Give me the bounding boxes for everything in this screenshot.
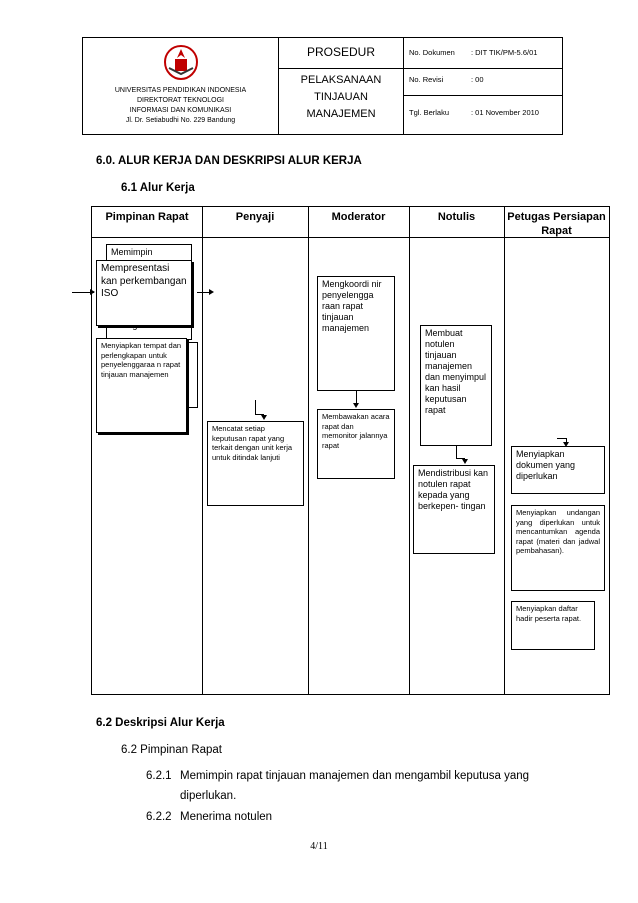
- item-text-continued: diperlukan.: [180, 790, 237, 802]
- flow-box-mencatat: [207, 421, 304, 506]
- description-subtitle: 6.2 Pimpinan Rapat: [121, 744, 223, 756]
- flow-box-mengkoordinir: [317, 276, 395, 391]
- subsection-title: 6.1 Alur Kerja: [121, 182, 195, 194]
- lane-header: Petugas Persiapan Rapat: [507, 211, 606, 237]
- lane-header: Pimpinan Rapat: [105, 211, 189, 223]
- title-line: PELAKSANAAN: [300, 74, 382, 86]
- box-text: Mencatat setiap keputusan rapat yang terkait dengan unit kerja untuk ditindak lanjuti: [212, 424, 293, 462]
- box-text: Menyiapkan daftar hadir peserta rapat.: [516, 604, 582, 623]
- lane-header: Notulis: [437, 211, 476, 223]
- institution-line: INFORMASI DAN KOMUNIKASI: [129, 107, 232, 114]
- flow-box-membuat-notulen: [420, 325, 492, 446]
- meta-value: : 00: [471, 75, 484, 84]
- box-text: Mengkoordi nir penyelengga raan rapat tinjauan manajemen: [322, 279, 382, 333]
- flow-box-menyiapkan-tempat: [96, 338, 187, 433]
- procedure-title: [279, 72, 403, 123]
- meta-revision: [409, 75, 484, 84]
- meta-effective-date: [409, 108, 539, 117]
- box-text: Mendistribusi kan notulen rapat kepada yang berkepen- tingan: [418, 468, 489, 511]
- title-line: TINJAUAN: [314, 91, 368, 103]
- box-text: Mempresentasi kan perkembangan ISO: [101, 263, 187, 299]
- meta-document-no: [409, 48, 538, 57]
- flow-box-menyiapkan-undangan: [511, 505, 605, 591]
- flow-box-menyiapkan-dokumen: [511, 446, 605, 494]
- box-text: Menyiapkan undangan yang diperlukan untuk mencantumkan agenda rapat (materi dan jadwal pembahasan).: [516, 508, 600, 555]
- box-text: Menyiapkan tempat dan perlengkapan untuk penyelenggaraa n rapat tinjauan manajemen: [101, 341, 182, 379]
- item-text: Memimpin rapat tinjauan manajemen dan mengambil keputusa yang: [180, 770, 530, 782]
- page-number: 4/11: [310, 841, 328, 852]
- section-title: 6.0. ALUR KERJA DAN DESKRIPSI ALUR KERJA: [96, 155, 362, 167]
- meta-label: No. Dokumen: [409, 48, 455, 57]
- meta-value: : DIT TIK/PM-5.6/01: [471, 48, 538, 57]
- box-text: Menyiapkan dokumen yang diperlukan: [516, 449, 576, 481]
- flow-box-membawakan: [317, 409, 395, 479]
- title-line: MANAJEMEN: [306, 108, 376, 120]
- institution-line: UNIVERSITAS PENDIDIKAN INDONESIA: [114, 87, 247, 94]
- lane-header: Penyaji: [235, 211, 275, 223]
- meta-value: : 01 November 2010: [471, 108, 539, 117]
- description-title: 6.2 Deskripsi Alur Kerja: [96, 717, 225, 729]
- procedure-label: PROSEDUR: [306, 45, 375, 59]
- institution-line: DIREKTORAT TEKNOLOGI: [136, 97, 224, 104]
- institution-name: [83, 86, 278, 126]
- flow-box-mendistribusikan: [413, 465, 495, 554]
- meta-label: Tgl. Berlaku: [409, 108, 450, 117]
- meta-label: No. Revisi: [409, 75, 444, 84]
- document-header: [82, 37, 563, 135]
- flow-box-menyiapkan-daftar: [511, 601, 595, 650]
- lane-header: Moderator: [331, 211, 386, 223]
- box-text: Membawakan acara rapat dan memonitor jalannya rapat: [322, 412, 390, 450]
- item-number: 6.2.1: [146, 770, 172, 782]
- item-text: Menerima notulen: [180, 811, 273, 823]
- institution-address: Jl. Dr. Setiabudhi No. 229 Bandung: [125, 117, 236, 124]
- box-text: Memimpin: [111, 247, 153, 257]
- flow-box-mempresentasikan: [96, 260, 192, 326]
- item-number: 6.2.2: [146, 811, 172, 823]
- box-text: Membuat notulen tinjauan manajemen dan menyimpul kan hasil keputusan rapat: [425, 328, 487, 415]
- upi-logo-icon: [161, 44, 201, 82]
